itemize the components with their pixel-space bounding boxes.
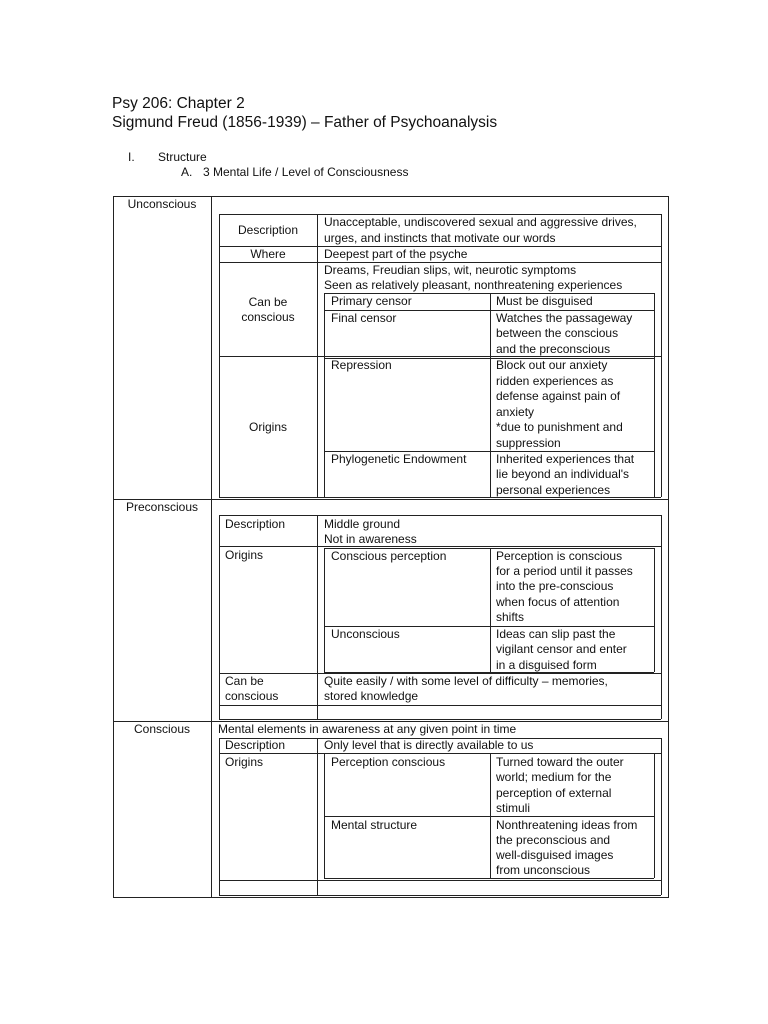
origin-name: Perception conscious xyxy=(331,755,446,769)
page-subtitle: Sigmund Freud (1856-1939) – Father of Psychoanalysis xyxy=(112,114,498,131)
censor-name: Final censor xyxy=(331,311,397,325)
origin-text: when focus of attention xyxy=(496,595,620,609)
row-label-origins: Origins xyxy=(225,548,264,562)
outline-roman-numeral: I. xyxy=(128,150,135,164)
row-label-origins: Origins xyxy=(225,755,264,769)
outline-heading: Structure xyxy=(158,150,207,164)
origin-text: anxiety xyxy=(496,405,535,419)
level-label-conscious: Conscious xyxy=(133,722,191,736)
cell-text: Quite easily / with some level of difficulty – memories, xyxy=(324,674,608,688)
conscious-summary: Mental elements in awareness at any given point in time xyxy=(218,722,517,736)
origin-name: Unconscious xyxy=(331,627,400,641)
origin-text: suppression xyxy=(496,436,561,450)
level-label-unconscious: Unconscious xyxy=(127,197,197,211)
level-label-preconscious: Preconscious xyxy=(125,500,199,514)
row-label-origins: Origins xyxy=(248,420,287,434)
origin-text: into the pre-conscious xyxy=(496,579,614,593)
origin-name: Repression xyxy=(331,358,392,372)
origin-text: the preconscious and xyxy=(496,833,611,847)
row-label-conscious: conscious xyxy=(225,689,279,703)
origin-text: for a period until it passes xyxy=(496,564,633,578)
origin-text: personal experiences xyxy=(496,483,611,497)
origin-name: Mental structure xyxy=(331,818,418,832)
row-label-can-be: Can be xyxy=(225,674,264,688)
origin-text: ridden experiences as xyxy=(496,374,614,388)
origin-text: Turned toward the outer xyxy=(496,755,624,769)
cell-text: Not in awareness xyxy=(324,532,417,546)
origin-text: Perception is conscious xyxy=(496,549,623,563)
origin-text: defense against pain of xyxy=(496,389,621,403)
cell-text: Only level that is directly available to us xyxy=(324,738,534,752)
origin-text: from unconscious xyxy=(496,863,591,877)
row-label-conscious: conscious xyxy=(241,310,295,324)
cell-text: Middle ground xyxy=(324,517,401,531)
row-label-description: Description xyxy=(225,738,286,752)
censor-name: Primary censor xyxy=(331,294,412,308)
row-label-description: Description xyxy=(225,517,286,531)
row-label-where: Where xyxy=(250,247,286,261)
origin-text: Nonthreatening ideas from xyxy=(496,818,638,832)
cell-text: Deepest part of the psyche xyxy=(324,247,468,261)
origin-name: Phylogenetic Endowment xyxy=(331,452,467,466)
row-label-description: Description xyxy=(237,223,299,237)
page-title: Psy 206: Chapter 2 xyxy=(112,95,245,112)
origin-name: Conscious perception xyxy=(331,549,447,563)
censor-text: and the preconscious xyxy=(496,342,611,356)
outline-subheading: 3 Mental Life / Level of Consciousness xyxy=(203,165,409,179)
censor-text: Must be disguised xyxy=(496,294,593,308)
cell-text: Dreams, Freudian slips, wit, neurotic symptoms xyxy=(324,263,577,277)
origin-text: perception of external xyxy=(496,786,612,800)
censor-text: Watches the passageway xyxy=(496,311,633,325)
origin-text: lie beyond an individual's xyxy=(496,467,630,481)
origin-text: vigilant censor and enter xyxy=(496,642,627,656)
cell-text: stored knowledge xyxy=(324,689,419,703)
origin-text: stimuli xyxy=(496,801,531,815)
censor-text: between the conscious xyxy=(496,326,619,340)
origin-text: *due to punishment and xyxy=(496,420,623,434)
origin-text: shifts xyxy=(496,610,525,624)
cell-text: Unacceptable, undiscovered sexual and aggressive drives, xyxy=(324,215,637,229)
cell-text: urges, and instincts that motivate our words xyxy=(324,231,556,245)
origin-text: well-disguised images xyxy=(496,848,614,862)
outline-sub-letter: A. xyxy=(181,165,193,179)
origin-text: world; medium for the xyxy=(496,770,612,784)
origin-text: Ideas can slip past the xyxy=(496,627,616,641)
origin-text: Block out our anxiety xyxy=(496,358,608,372)
row-label-can-be: Can be xyxy=(248,295,288,309)
origin-text: Inherited experiences that xyxy=(496,452,635,466)
cell-text: Seen as relatively pleasant, nonthreatening experiences xyxy=(324,278,623,292)
origin-text: in a disguised form xyxy=(496,658,597,672)
